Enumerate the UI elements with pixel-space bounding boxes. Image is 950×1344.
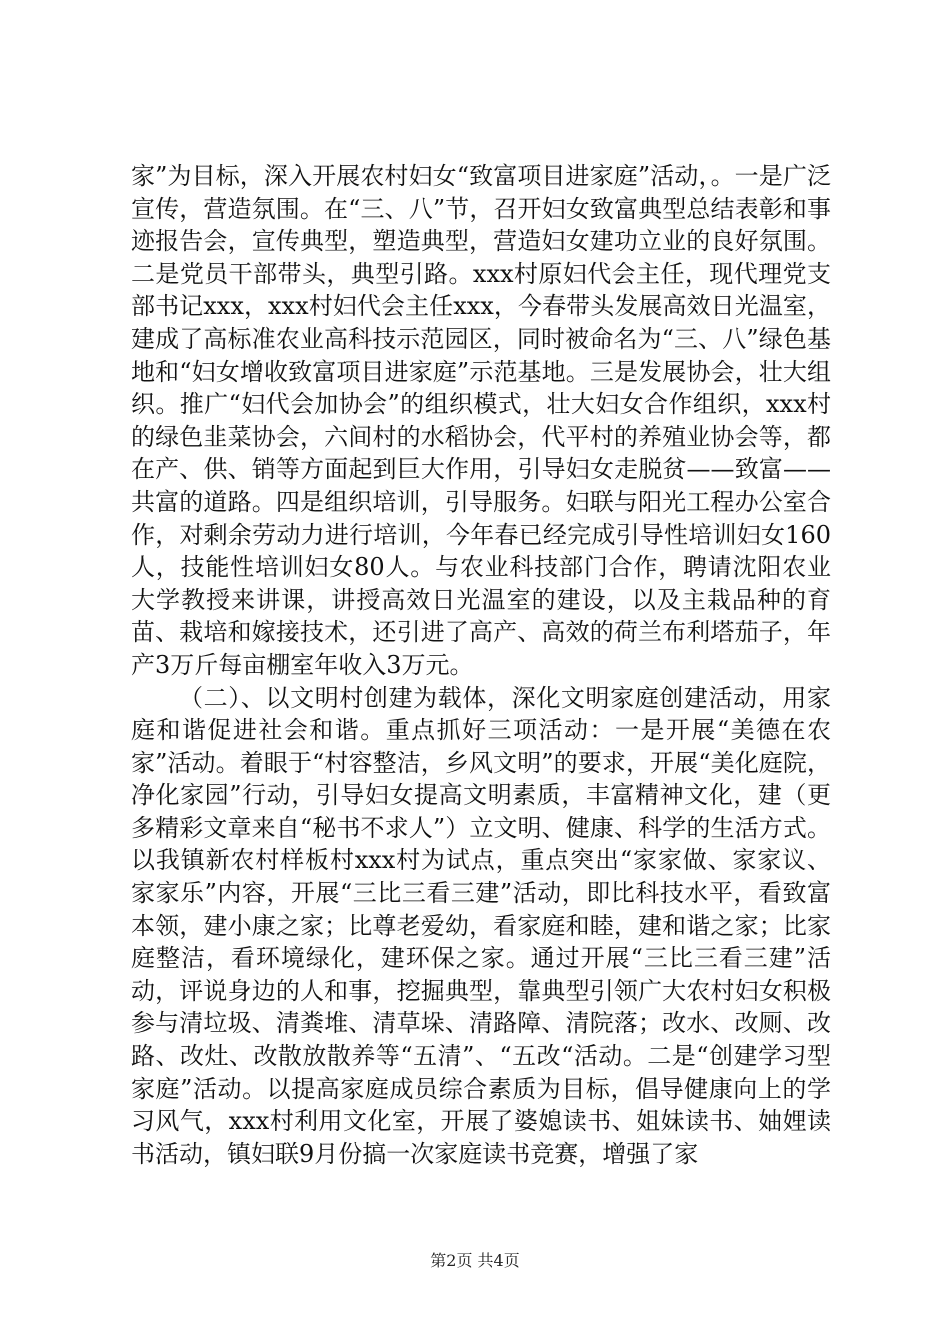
paragraph-1: 家”为目标，深入开展农村妇女“致富项目进家庭”活动，。一是广泛宣传，营造氛围。在“三、八”节，召开妇女致富典型总结表彰和事迹报告会，宣传典型，塑造典型，营造妇女建功立业的良好氛围。二是党员干部带头，典型引路。xxx村原妇代会主任，现代理党支部书记xxx，xxx村妇代会主任xxx，今春带头发展高效日光温室，建成了高标准农业高科技示范园区，同时被命名为“三、八”绿色基地和“妇女增收致富项目进家庭”示范基地。三是发展协会，壮大组织。推广“妇代会加协会”的组织模式，壮大妇女合作组织，xxx村的绿色韭菜协会，六间村的水稻协会，代平村的养殖业协会等，都在产、供、销等方面起到巨大作用，引导妇女走脱贫——致富——共富的道路。四是组织培训，引导服务。妇联与阳光工程办公室合作，对剩余劳动力进行培训，今年春已经完成引导性培训妇女160人，技能性培训妇女80人。与农业科技部门合作，聘请沈阳农业大学教授来讲课，讲授高效日光温室的建设，以及主栽品种的育苗、栽培和嫁接技术，还引进了高产、高效的荷兰布利塔茄子，年产3万斤每亩棚室年收入3万元。 bbox=[131, 162, 831, 679]
document-body bbox=[131, 160, 831, 1170]
page-footer: 第2页 共4页 bbox=[430, 1251, 520, 1270]
paragraph-2: （二）、以文明村创建为载体，深化文明家庭创建活动，用家庭和谐促进社会和谐。重点抓好三项活动：一是开展“美德在农家”活动。着眼于“村容整洁，乡风文明”的要求，开展“美化庭院，净化家园”行动，引导妇女提高文明素质，丰富精神文化，建（更多精彩文章来自“秘书不求人”）立文明、健康、科学的生活方式。以我镇新农村样板村xxx村为试点，重点突出“家家做、家家议、家家乐”内容，开展“三比三看三建”活动，即比科技水平，看致富本领，建小康之家；比尊老爱幼，看家庭和睦，建和谐之家；比家庭整洁，看环境绿化，建环保之家。通过开展“三比三看三建”活动，评说身边的人和事，挖掘典型，靠典型引领广大农村妇女积极参与清垃圾、清粪堆、清草垛、清路障、清院落；改水、改厕、改路、改灶、改散放散养等“五清”、“五改“活动。二是“创建学习型家庭”活动。以提高家庭成员综合素质为目标，倡导健康向上的学习风气，xxx村利用文化室，开展了婆媳读书、姐妹读书、妯娌读书活动，镇妇联9月份搞一次家庭读书竞赛，增强了家 bbox=[131, 683, 831, 1168]
